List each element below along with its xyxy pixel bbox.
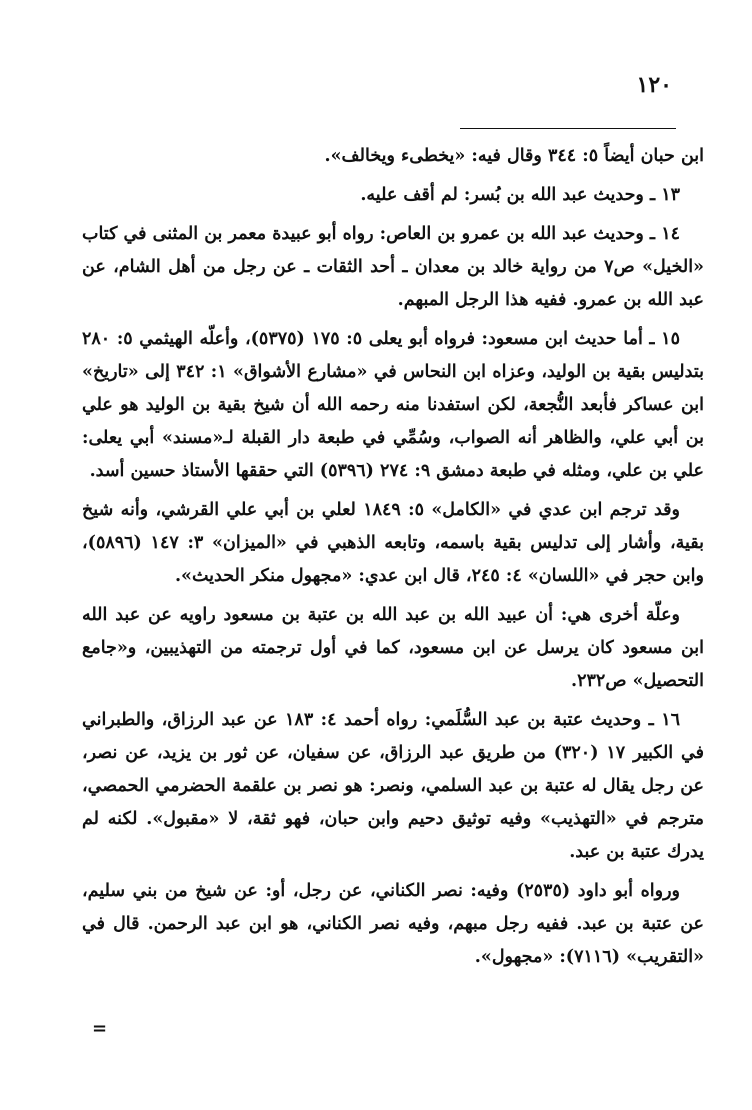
paragraph-ibn-adi: وقد ترجم ابن عدي في «الكامل» ٥: ١٨٤٩ لعلي بن أبي علي القرشي، وأنه شيخ بقية، وأشار إلى تدليس بقية باسمه، وتابعه الذهبي في «الميزان» ٣: ١٤٧ (٥٨٩٦)، وابن حجر في «اللسان» ٤: ٢٤٥، قال ابن عدي: «مجهول منكر الحديث». bbox=[82, 500, 704, 586]
paragraph-14: ١٤ ـ وحديث عبد الله بن عمرو بن العاص: رواه أبو عبيدة معمر بن المثنى في كتاب «الخيل» ص٧ من رواية خالد بن معدان ـ أحد الثقات ـ عن رجل من أهل الشام، عن عبد الله بن عمرو. ففيه هذا الرجل المبهم. bbox=[82, 224, 704, 310]
paragraph-15: ١٥ ـ أما حديث ابن مسعود: فرواه أبو يعلى ٥: ١٧٥ (٥٣٧٥)، وأعلّه الهيثمي ٥: ٢٨٠ بتدليس بقية بن الوليد، وعزاه ابن النحاس في «مشارع الأشواق» ١: ٣٤٢ إلى «تاريخ» ابن عساكر فأبعد النُّجعة، لكن استفدنا منه رحمه الله أن شيخ بقية بن الوليد هو علي بن أبي علي، والظاهر أنه الصواب، وسُمِّي في طبعة دار القبلة لـ«مسند» أبي يعلى: علي بن علي، ومثله في طبعة دمشق ٩: ٢٧٤ (٥٣٩٦) التي حققها الأستاذ حسين أسد. bbox=[82, 329, 704, 481]
footnote-separator-rule bbox=[460, 128, 676, 129]
paragraph-16: ١٦ ـ وحديث عتبة بن عبد السُّلَمي: رواه أحمد ٤: ١٨٣ عن عبد الرزاق، والطبراني في الكبير ١٧ (٣٢٠) من طريق عبد الرزاق، عن سفيان، عن ثور بن يزيد، عن نصر، عن رجل يقال له عتبة بن عبد السلمي، ونصر: هو نصر بن علقمة الحضرمي الحمصي، مترجم في «التهذيب» وفيه توثيق دحيم وابن حبان، فهو ثقة، لا «مقبول». لكنه لم يدرك عتبة بن عبد. bbox=[82, 710, 704, 862]
paragraph-other-defect: وعلّة أخرى هي: أن عبيد الله بن عبد الله بن عتبة بن مسعود راويه عن عبد الله ابن مسعود كان يرسل عن ابن مسعود، كما في أول ترجمته من التهذيبين، و«جامع التحصيل» ص٢٣٢. bbox=[82, 605, 704, 691]
page-number: ١٢٠ bbox=[636, 72, 672, 98]
paragraph-13: ١٣ ـ وحديث عبد الله بن بُسر: لم أقف عليه. bbox=[360, 185, 680, 205]
continuation-mark: = bbox=[92, 1018, 108, 1039]
paragraph-abu-dawud: ورواه أبو داود (٢٥٣٥) وفيه: نصر الكناني، عن رجل، أو: عن شيخ من بني سليم، عن عتبة بن عبد. ففيه رجل مبهم، وفيه نصر الكناني، هو ابن عبد الرحمن. قال في «التقريب» (٧١١٦): «مجهول». bbox=[82, 881, 704, 967]
paragraph-continuation: ابن حبان أيضاً ٥: ٣٤٤ وقال فيه: «يخطىء ويخالف». bbox=[324, 146, 704, 166]
footnote-body bbox=[82, 140, 704, 980]
